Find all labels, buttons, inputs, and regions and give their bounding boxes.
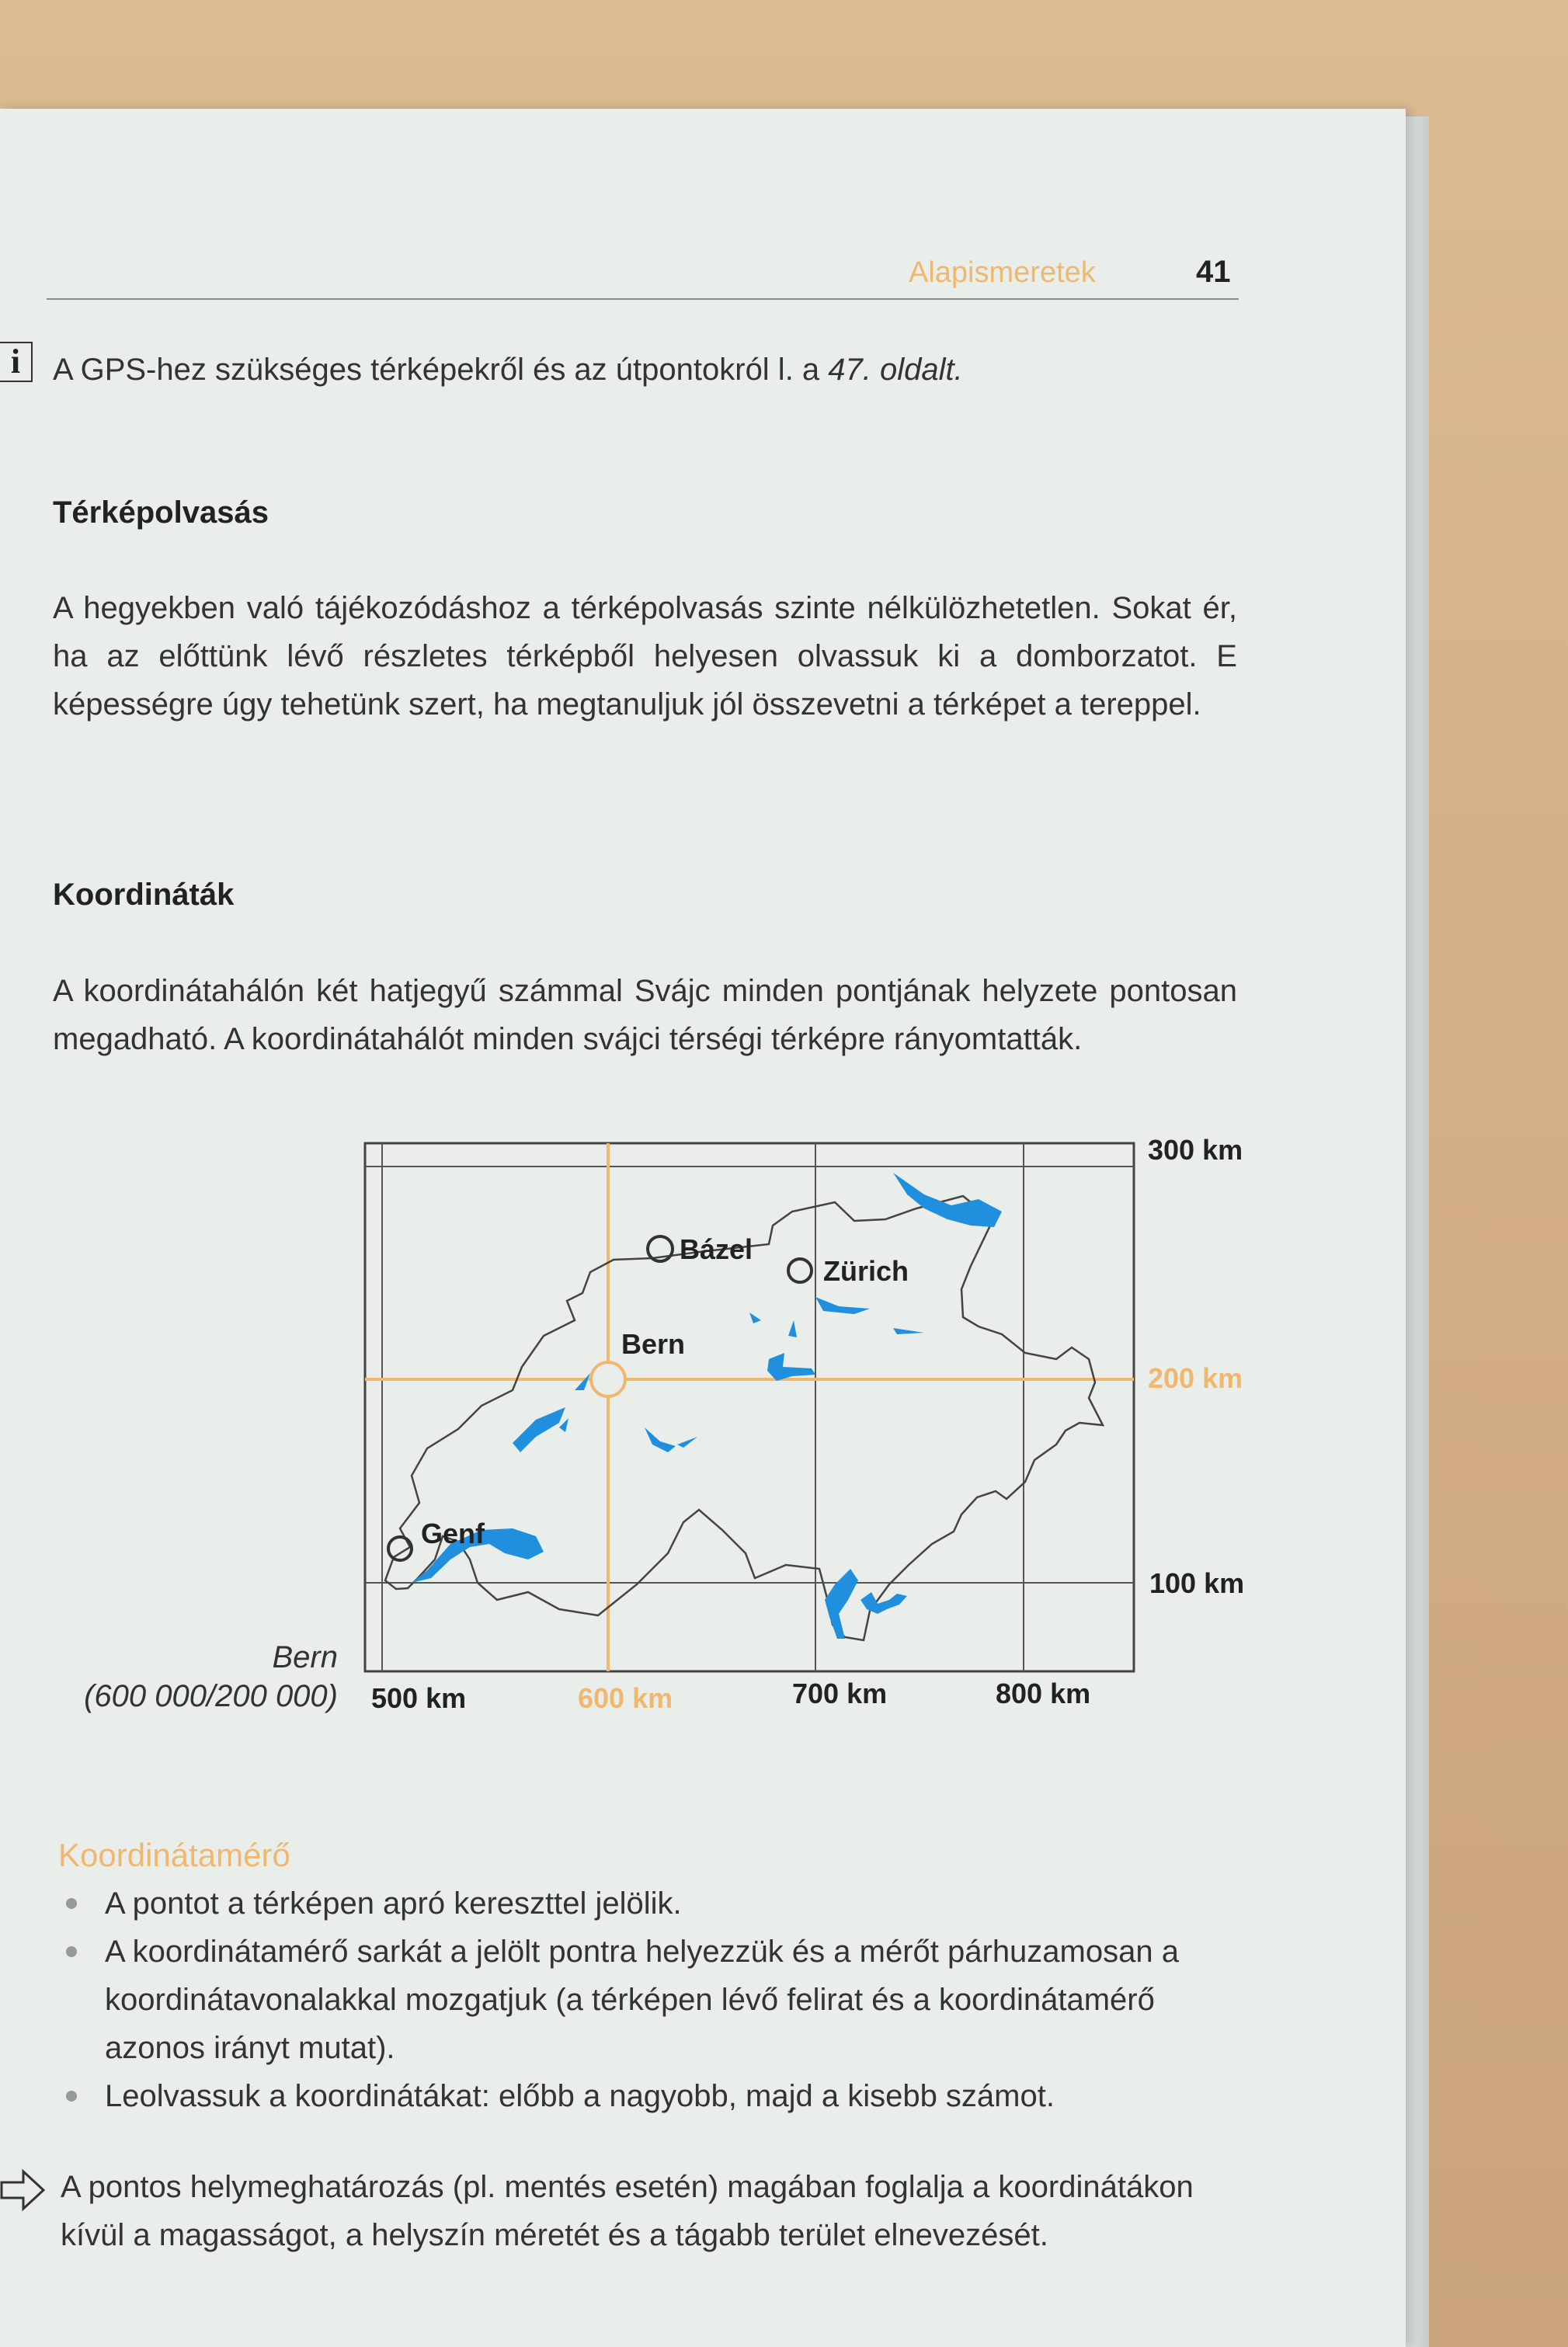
section-title-terkepolvasas: Térképolvasás xyxy=(53,495,269,530)
info-note xyxy=(53,346,1218,394)
lake-murten xyxy=(559,1418,568,1432)
tool-bullet-list xyxy=(58,1879,1254,2120)
city-marker-bern xyxy=(591,1362,625,1396)
map-caption-title: Bern xyxy=(272,1640,338,1674)
lake-thun xyxy=(645,1427,676,1452)
city-label-genf: Genf xyxy=(421,1518,485,1549)
info-note-ref: 47. oldalt. xyxy=(828,353,963,387)
bullet-icon xyxy=(66,1898,77,1909)
map-caption-coords: (600 000/200 000) xyxy=(84,1679,338,1713)
y-label-200: 200 km xyxy=(1148,1362,1243,1394)
city-label-bern: Bern xyxy=(621,1328,686,1360)
page-number: 41 xyxy=(1196,255,1231,289)
y-label-100: 100 km xyxy=(1149,1567,1245,1599)
x-label-600: 600 km xyxy=(578,1682,673,1714)
arrow-right-icon xyxy=(0,2167,47,2213)
list-item xyxy=(58,2072,1254,2120)
list-item xyxy=(58,1928,1254,2072)
x-label-500: 500 km xyxy=(371,1682,467,1714)
info-note-text: A GPS-hez szükséges térképekről és az útpontokról l. a xyxy=(53,353,829,387)
city-label-bazel: Bázel xyxy=(680,1233,753,1265)
section-body-terkepolvasas: A hegyekben való tájékozódáshoz a térképolvasás szinte nélkülözhetetlen. Sokat ér, ha az előttünk lévő részletes térképből helyesen olvassuk ki a domborzatot. E képességre úgy tehetünk szert, ha megtanuljuk jól összevetni a térképet a tereppel. xyxy=(53,591,1237,721)
list-item xyxy=(58,1879,1254,1928)
bullet-text: A koordinátamérő sarkát a jelölt pontra helyezzük és a mérőt párhuzamosan a koordinátavonalakkal mozgatjuk (a térképen lévő felirat és a koordinátamérő azonos irányt mutat). xyxy=(105,1935,1179,2065)
bullet-icon xyxy=(66,2091,77,2102)
bullet-text: Leolvassuk a koordinátákat: előbb a nagyobb, majd a kisebb számot. xyxy=(105,2079,1055,2113)
lake-biel xyxy=(575,1373,590,1390)
section-title-koordinatak: Koordináták xyxy=(53,878,235,912)
lake-brienz xyxy=(677,1437,697,1448)
bullet-icon xyxy=(66,1946,77,1957)
lake-lucerne xyxy=(767,1353,815,1381)
running-head: Alapismeretek xyxy=(909,256,1096,289)
lake-lugano xyxy=(860,1592,907,1614)
x-label-700: 700 km xyxy=(792,1678,888,1709)
header-rule xyxy=(47,298,1239,300)
lake-zug xyxy=(788,1320,797,1337)
lake-sempach xyxy=(749,1313,761,1323)
lake-neuchatel xyxy=(513,1407,565,1452)
x-label-800: 800 km xyxy=(996,1678,1091,1709)
lake-walensee xyxy=(893,1328,924,1334)
lake-zurich xyxy=(815,1297,870,1314)
city-label-zurich: Zürich xyxy=(823,1255,909,1287)
bullet-text: A pontot a térképen apró kereszttel jelölik. xyxy=(105,1886,682,1921)
lake-maggiore xyxy=(825,1569,858,1639)
y-label-300: 300 km xyxy=(1148,1134,1243,1166)
final-note-text: A pontos helymeghatározás (pl. mentés esetén) magában foglalja a koordinátákon kívül a magasságot, a helyszín méretét és a tágabb terület elnevezését. xyxy=(61,2170,1194,2252)
city-marker-zurich xyxy=(788,1259,812,1282)
info-icon: i xyxy=(0,342,33,382)
section-body-koordinatak: A koordinátahálón két hatjegyű számmal Svájc minden pontjának helyzete pontosan megadható. A koordinátahálót minden svájci térségi térképre rányomtatták. xyxy=(53,974,1237,1056)
tool-title: Koordinátamérő xyxy=(58,1837,290,1873)
coordinate-map xyxy=(47,1134,1289,1740)
